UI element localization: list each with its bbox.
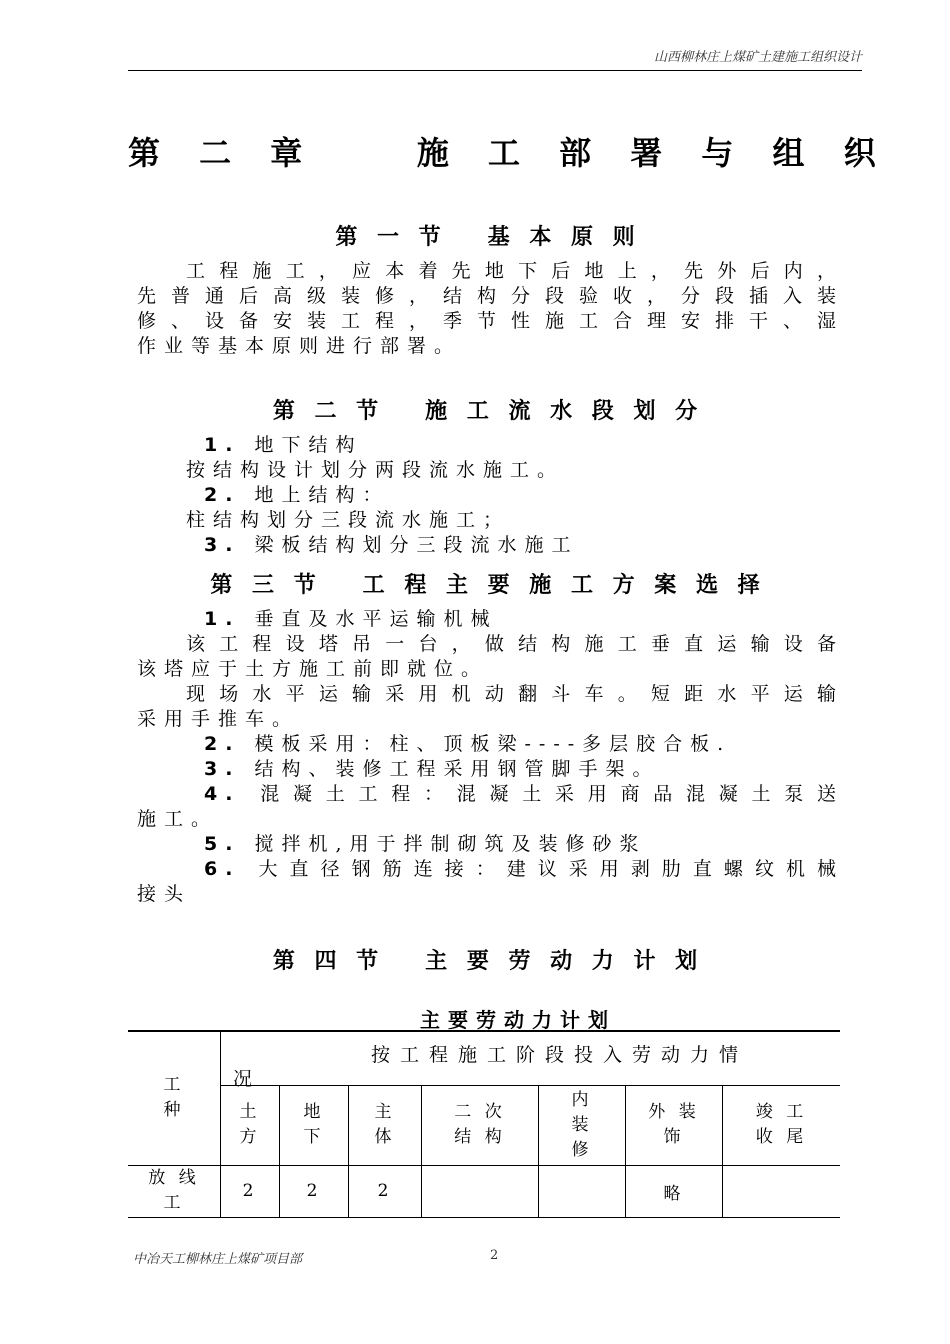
item-number: 1. (204, 608, 241, 630)
item-number: 3. (204, 534, 241, 556)
paragraph-line: 接头 (137, 883, 192, 905)
item-number: 2. (204, 484, 241, 506)
running-header: 山西柳林庄上煤矿土建施工组织设计 (128, 46, 862, 71)
item-text: 混凝土工程：混凝土采用商品混凝土泵送 (260, 783, 844, 805)
paragraph-line: 工程施工，应本着先地下后地上，先外后内， (186, 260, 844, 282)
paragraph-line: 该塔应于土方施工前即就位。 (137, 658, 489, 680)
list-item (204, 857, 844, 882)
item-text: 梁板结构划分三段流水施工 (254, 534, 579, 556)
footer-organization: 中冶天工柳林庄上煤矿项目部 (133, 1252, 303, 1267)
paragraph-line: 先普通后高级装修，结构分段验收，分段插入装 (137, 285, 844, 307)
list-item (204, 757, 660, 782)
list-item (204, 782, 844, 807)
paragraph-line: 柱结构划分三段流水施工； (186, 509, 511, 531)
item-text: 结构、装修工程采用钢管脚手架。 (254, 758, 660, 780)
stage-header: 主 体 (349, 1085, 422, 1165)
item-text: 地下结构 (254, 434, 363, 456)
list-item (204, 832, 647, 857)
item-number: 6. (204, 858, 241, 880)
stage-header: 二 次 结 构 (422, 1085, 539, 1165)
list-item (204, 732, 731, 757)
labor-plan-table (128, 1030, 840, 1218)
paragraph-line: 作业等基本原则进行部署。 (137, 335, 462, 357)
paragraph-line: 施工。 (137, 808, 219, 830)
section-title-2: 第 二 节 施 工 流 水 段 划 分 (272, 398, 704, 424)
item-text: 模板采用：柱、顶板梁----多层胶合板. (254, 733, 732, 755)
trade-header-line: 工 (163, 1075, 185, 1096)
stage-header: 外 装 饰 (626, 1085, 723, 1165)
table-cell: 略 (626, 1165, 723, 1217)
list-item (204, 533, 579, 558)
paragraph-line: 采用手推车。 (137, 708, 300, 730)
trade-header-line: 种 (163, 1100, 185, 1121)
table-cell: 2 (349, 1165, 422, 1217)
stage-header: 内 装 修 (539, 1085, 626, 1165)
item-text: 地上结构： (254, 484, 390, 506)
item-number: 5. (204, 833, 241, 855)
table-row (128, 1165, 840, 1217)
item-text: 搅拌机,用于拌制砌筑及装修砂浆 (254, 833, 647, 855)
item-number: 1. (204, 434, 241, 456)
list-item (204, 607, 498, 632)
table-subheader-row (128, 1085, 840, 1165)
section-title-3: 第 三 节 工 程 主 要 施 工 方 案 选 择 (210, 572, 766, 598)
item-number: 2. (204, 733, 241, 755)
list-item (204, 483, 390, 508)
item-number: 4. (204, 783, 241, 805)
stage-header: 竣 工 收 尾 (723, 1085, 841, 1165)
stage-group-header (221, 1031, 841, 1090)
table-cell (422, 1165, 539, 1217)
page-number: 2 (490, 1248, 499, 1263)
item-text: 垂直及水平运输机械 (254, 608, 498, 630)
stage-header-line: 况 (233, 1068, 257, 1090)
trade-cell: 放 线 工 (128, 1165, 221, 1217)
item-text: 大直径钢筋连接：建议采用剥肋直螺纹机械 (258, 858, 844, 880)
section-title-1: 第 一 节 基 本 原 则 (335, 224, 641, 250)
trade-column-header (128, 1031, 221, 1165)
paragraph-line: 修、设备安装工程，季节性施工合理安排干、湿 (137, 310, 844, 332)
table-cell: 2 (280, 1165, 349, 1217)
stage-header-line: 按工程施工阶段投入劳动力情 (371, 1044, 749, 1066)
table-cell: 2 (221, 1165, 280, 1217)
paragraph-line: 按结构设计划分两段流水施工。 (186, 459, 565, 481)
table-cell (723, 1165, 841, 1217)
section-title-4: 第 四 节 主 要 劳 动 力 计 划 (272, 948, 704, 974)
table-cell (539, 1165, 626, 1217)
item-number: 3. (204, 758, 241, 780)
stage-header: 土 方 (221, 1085, 280, 1165)
paragraph-line: 现场水平运输采用机动翻斗车。短距水平运输 (186, 683, 844, 705)
table-title: 主要劳动力计划 (420, 1008, 616, 1032)
chapter-title: 第 二 章 施 工 部 署 与 组 织 (128, 134, 890, 172)
stage-header: 地 下 (280, 1085, 349, 1165)
paragraph-line: 该工程设塔吊一台，做结构施工垂直运输设备 (186, 633, 844, 655)
list-item (204, 433, 363, 458)
table-header-row (128, 1031, 840, 1085)
